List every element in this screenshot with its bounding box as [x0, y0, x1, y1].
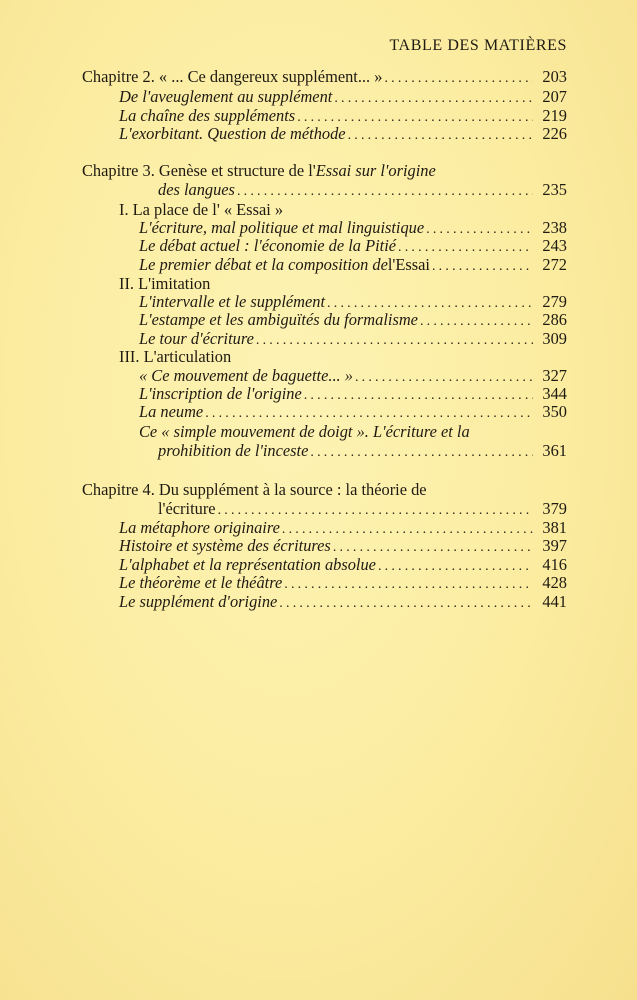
toc-title-roman: l'Essai: [387, 255, 430, 274]
toc-title: l'écriture: [158, 499, 216, 518]
leader-dots: [205, 404, 533, 424]
toc-title: La métaphore originaire: [119, 518, 280, 537]
toc-chapter-2: [82, 67, 567, 87]
page-number: 327: [542, 366, 567, 385]
toc-entry: [119, 87, 567, 107]
page-number: 235: [542, 180, 567, 199]
toc-entry: [119, 592, 567, 612]
toc-title: L'alphabet et la représentation absolue: [119, 555, 376, 574]
toc-entry: [139, 236, 567, 256]
toc-title: Chapitre 3. Genèse et structure de l': [82, 161, 316, 180]
section-heading: III. L'articulation: [119, 347, 232, 366]
toc-entry: [119, 106, 567, 126]
toc-entry: [119, 555, 567, 575]
toc-title: L'inscription de l'origine: [139, 384, 302, 403]
toc-entry: [139, 366, 567, 386]
page-number: 361: [542, 441, 567, 460]
page-number: 207: [542, 87, 567, 106]
toc-entry: [119, 573, 567, 593]
running-head: TABLE DES MATIÈRES: [389, 37, 567, 54]
toc-entry: [139, 255, 567, 275]
toc-entry: [119, 518, 567, 538]
toc-title: L'écriture, mal politique et mal linguistique: [139, 218, 425, 237]
toc-chapter-3-title: [82, 161, 567, 181]
page-number: 203: [542, 67, 567, 86]
page-number: 272: [542, 255, 567, 274]
page-number: 226: [542, 124, 567, 143]
toc-title: La neume: [139, 402, 204, 421]
leader-dots: [279, 594, 533, 614]
page-number: 397: [542, 536, 567, 555]
toc-section-heading: [119, 274, 567, 294]
toc-title: « Ce mouvement de baguette... »: [139, 366, 353, 385]
toc-title: L'estampe et les ambiguïtés du formalisme: [139, 310, 418, 329]
toc-entry: [119, 536, 567, 556]
page-number: 243: [542, 236, 567, 255]
toc-title: Histoire et système des écritures: [119, 536, 331, 555]
toc-chapter-4-title: [82, 480, 567, 500]
toc-title: Le débat actuel : l'économie de la Pitié: [139, 236, 397, 255]
toc-title: Le supplément d'origine: [119, 592, 278, 611]
page-number: 219: [542, 106, 567, 125]
page-number: 441: [542, 592, 567, 611]
toc-title: des langues: [158, 180, 235, 199]
page-number: 350: [542, 402, 567, 421]
page-number: 381: [542, 518, 567, 537]
leader-dots: [310, 443, 533, 463]
toc-entry: [139, 310, 567, 330]
page-number: 379: [542, 499, 567, 518]
toc-title: Chapitre 2. « ... Ce dangereux supplément... »: [82, 67, 383, 86]
toc-entry: [139, 218, 567, 238]
leader-dots: [384, 69, 533, 89]
toc-title: La chaîne des suppléments: [119, 106, 296, 125]
section-heading: II. L'imitation: [119, 274, 211, 293]
toc-title: prohibition de l'inceste: [158, 441, 309, 460]
toc-entry-line1: [139, 422, 567, 442]
toc-entry: [139, 402, 567, 422]
toc-title: Le tour d'écriture: [139, 329, 254, 348]
page-number: 286: [542, 310, 567, 329]
page-number: 344: [542, 384, 567, 403]
leader-dots: [237, 182, 533, 202]
section-heading: I. La place de l' « Essai »: [119, 200, 284, 219]
toc-title: Le premier débat et la composition de: [139, 255, 388, 274]
page-number: 238: [542, 218, 567, 237]
toc-section-heading: [119, 347, 567, 367]
toc-section-heading: [119, 200, 567, 220]
toc-chapter-3: [158, 180, 567, 200]
toc-entry: [139, 292, 567, 312]
toc-entry: [139, 329, 567, 349]
toc-title: Le théorème et le théâtre: [119, 573, 283, 592]
page-number: 428: [542, 573, 567, 592]
toc-entry: [119, 124, 567, 144]
toc-title: De l'aveuglement au supplément: [119, 87, 333, 106]
toc-entry: [139, 384, 567, 404]
page-number: 416: [542, 555, 567, 574]
toc-title-italic: Essai sur l'origine: [315, 161, 436, 180]
toc-title: Ce « simple mouvement de doigt ». L'écriture et la: [139, 422, 470, 441]
toc-chapter-4: [158, 499, 567, 519]
leader-dots: [348, 126, 533, 146]
page-number: 279: [542, 292, 567, 311]
toc-title: Chapitre 4. Du supplément à la source : la théorie de: [82, 480, 427, 499]
toc-title: L'intervalle et le supplément: [139, 292, 326, 311]
page-number: 309: [542, 329, 567, 348]
toc-title: L'exorbitant. Question de méthode: [119, 124, 346, 143]
toc-entry: [158, 441, 567, 461]
